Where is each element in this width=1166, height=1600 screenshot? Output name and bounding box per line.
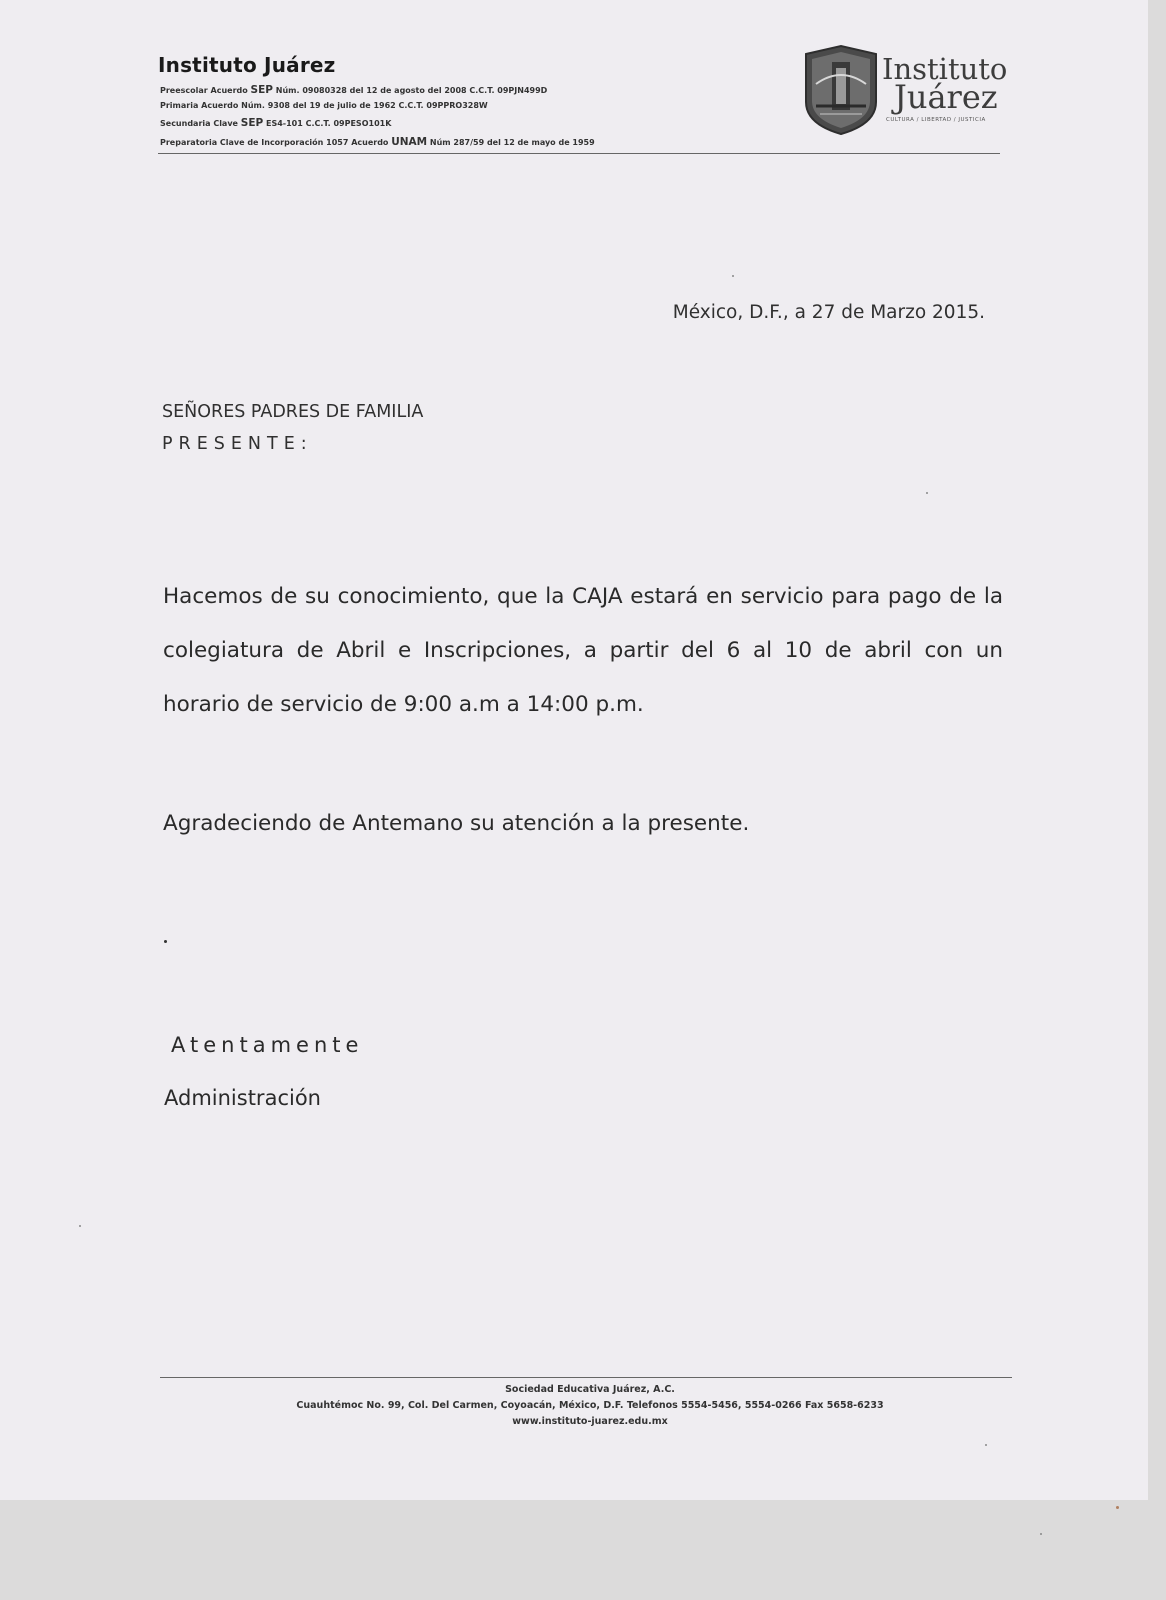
secundaria-line: Secundaria Clave SEP ES4-101 C.C.T. 09PESO101K	[160, 117, 392, 129]
paper-speck	[1116, 1506, 1119, 1509]
logo-word-juarez: Juárez	[894, 78, 998, 116]
closing-atentamente: Atentamente	[171, 1033, 364, 1057]
preescolar-line: Preescolar Acuerdo SEP Núm. 09080328 del 12 de agosto del 2008 C.C.T. 09PJN499D	[160, 84, 548, 96]
logo-tagline: CULTURA / LIBERTAD / JUSTICIA	[886, 117, 986, 123]
stray-dot	[164, 940, 167, 943]
footer-rule	[160, 1377, 1012, 1378]
logo-word-instituto: Instituto	[882, 52, 1008, 86]
paper-speck	[79, 1225, 81, 1227]
footer-address: Cuauhtémoc No. 99, Col. Del Carmen, Coyoacán, México, D.F. Telefonos 5554-5456, 5554-0266 Fax 5658-6233	[296, 1400, 884, 1411]
footer-website: www.instituto-juarez.edu.mx	[512, 1416, 668, 1427]
letter-date: México, D.F., a 27 de Marzo 2015.	[672, 302, 985, 323]
header-rule	[158, 153, 1000, 154]
signature-administracion: Administración	[164, 1086, 321, 1110]
institution-logo	[802, 44, 1008, 139]
paper-speck	[732, 275, 734, 277]
body-paragraph-caja: Hacemos de su conocimiento, que la CAJA estará en servicio para pago de la colegiatura de Abril e Inscripciones, a partir del 6 al 10 de abril con un horario de servicio de 9:00 a.m a 14:00 p.m.	[163, 584, 1003, 717]
footer-org: Sociedad Educativa Juárez, A.C.	[505, 1384, 675, 1395]
paper-speck	[1040, 1533, 1042, 1535]
preparatoria-line: Preparatoria Clave de Incorporación 1057 Acuerdo UNAM Núm 287/59 del 12 de mayo de 1959	[160, 136, 595, 148]
primaria-line: Primaria Acuerdo Núm. 9308 del 19 de julio de 1962 C.C.T. 09PPRO328W	[160, 101, 488, 110]
addressee: SEÑORES PADRES DE FAMILIA	[162, 402, 424, 422]
institution-title: Instituto Juárez	[158, 53, 336, 77]
presente-label: PRESENTE:	[162, 434, 313, 454]
paper-speck	[926, 492, 928, 494]
paper-speck	[985, 1444, 987, 1446]
body-paragraph-thanks: Agradeciendo de Antemano su atención a la presente.	[163, 811, 750, 836]
shield-icon	[802, 44, 880, 136]
